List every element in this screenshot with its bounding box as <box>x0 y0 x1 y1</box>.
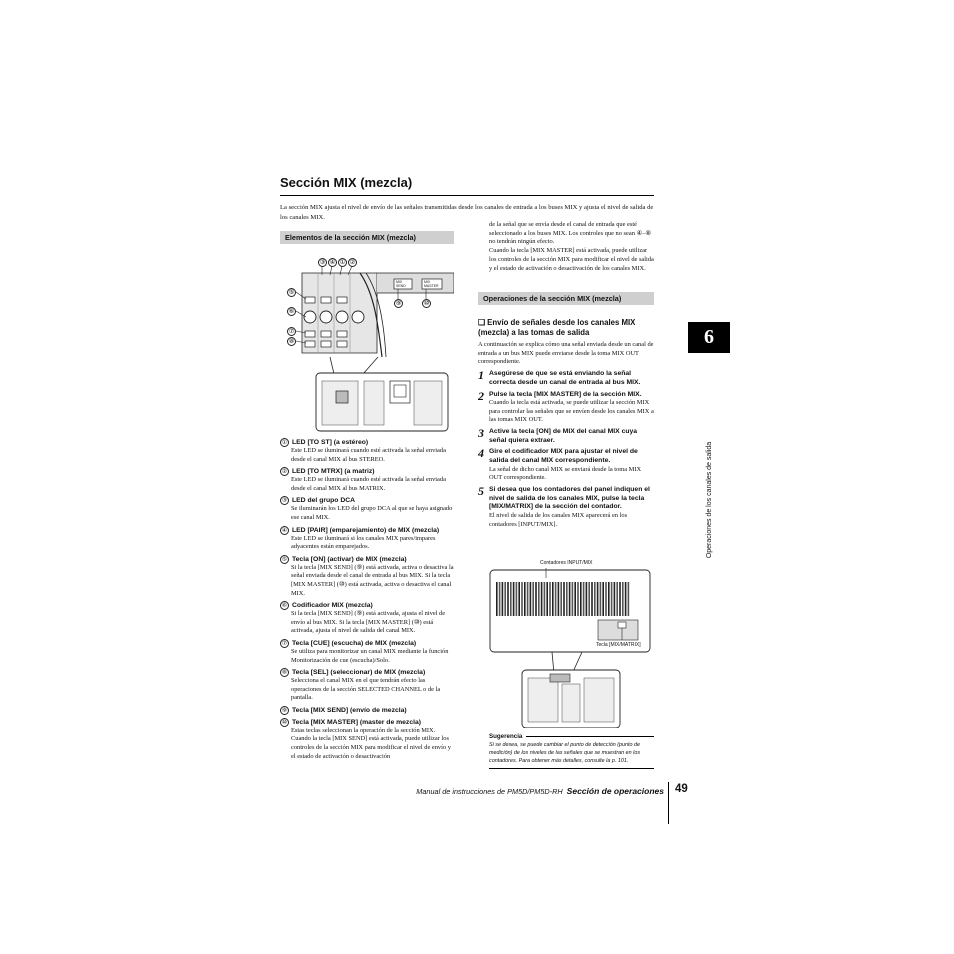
meter-bar <box>591 582 593 616</box>
callout-4: ④ <box>329 259 336 266</box>
continuation-paragraph-2: Cuando la tecla [MIX MASTER] está activada, puede utilizar los controles de la sección MIX para modificar el nivel de salida y el estado de activación o desactivación de los canales MIX. <box>489 247 654 272</box>
element-item-title-text: LED [TO MTRX] (a matriz) <box>292 468 375 476</box>
tip-block <box>489 733 654 769</box>
meter-bar <box>555 582 557 616</box>
element-item-title-text: LED [PAIR] (emparejamiento) de MIX (mezcla) <box>292 526 440 534</box>
element-item-number: ⑥ <box>281 603 288 610</box>
callout-7: ⑦ <box>288 328 295 335</box>
step-heading: Active la tecla [ON] de MIX del canal MIX cuya señal quiera extraer. <box>489 428 638 444</box>
element-item-number: ③ <box>281 498 288 505</box>
element-item-body: Este LED se iluminará cuando esté activada la señal enviada desde el canal MIX al bus STEREO. <box>291 447 446 463</box>
element-item-body: Si la tecla [MIX SEND] (⑨) está activada, activa o desactiva la señal enviada desde el canal de entrada al bus MIX. Si la tecla [MIX MASTER] (⑩) está activada, activa o desactiva el canal MIX. <box>291 563 454 597</box>
meter-bar <box>538 582 540 616</box>
element-item-title <box>280 718 456 727</box>
meters-label: Contadores INPUT/MIX <box>540 560 593 566</box>
element-item-title <box>280 601 456 610</box>
element-item-number: ⑤ <box>281 556 288 563</box>
element-item-body: Se utiliza para monitorizar un canal MIX mediante la función Monitorización de cue (escucha)/Solo. <box>291 647 449 664</box>
chapter-tab: 6 <box>688 322 730 353</box>
meter-bar <box>608 582 610 616</box>
meter-bar <box>628 582 630 616</box>
meter-bar <box>496 582 498 616</box>
subsection-heading: ❑ Envío de señales desde los canales MIX (mezcla) a las tomas de salida <box>478 318 636 337</box>
step-body: La señal de dicho canal MIX se enviará desde la toma MIX OUT correspondiente. <box>489 465 642 482</box>
element-item-body: Selecciona el canal MIX en el que tendrán efecto las operaciones de la sección SELECTED CHANNEL o de la pantalla. <box>291 677 441 702</box>
element-item-title <box>280 639 456 648</box>
element-item-number: ⑨ <box>281 707 288 714</box>
footer-section: Sección de operaciones <box>566 786 664 796</box>
elements-list <box>280 438 456 764</box>
step-item <box>478 448 654 483</box>
mix-matrix-key-label: Tecla [MIX/MATRIX] <box>596 642 641 648</box>
page-number: 49 <box>675 783 688 795</box>
meter-bar <box>516 582 518 616</box>
meter-bar <box>622 582 624 616</box>
section-heading-operations: Operaciones de la sección MIX (mezcla) <box>478 292 654 305</box>
section-heading-elements: Elementos de la sección MIX (mezcla) <box>280 231 454 244</box>
step-heading: Pulse la tecla [MIX MASTER] de la sección MIX. <box>489 390 642 398</box>
right-continuation <box>489 221 655 273</box>
meter-bar <box>583 582 585 616</box>
callout-8: ⑧ <box>288 338 295 345</box>
element-item-number: ② <box>281 469 288 476</box>
meter-bar <box>502 582 504 616</box>
element-item-title-text: Tecla [MIX SEND] (envío de mezcla) <box>292 706 407 714</box>
meter-bar <box>499 582 501 616</box>
callout-2: ② <box>349 259 356 266</box>
meter-bar <box>605 582 607 616</box>
step-number: 5 <box>478 484 484 498</box>
step-heading: Asegúrese de que se está enviando la señal correcta desde un canal de entrada al bus MIX. <box>489 370 641 386</box>
meter-bar <box>549 582 551 616</box>
callout-6: ⑥ <box>288 308 295 315</box>
meter-bar <box>611 582 613 616</box>
meter-bar <box>569 582 571 616</box>
element-item-title <box>280 555 456 564</box>
meter-bar <box>535 582 537 616</box>
meter-bar <box>572 582 574 616</box>
element-item-title <box>280 668 456 677</box>
meter-bar <box>541 582 543 616</box>
element-item-body: Este LED se iluminará cuando esté activada la señal enviada desde el canal MIX al bus MATRIX. <box>291 476 446 492</box>
meter-bar <box>507 582 509 616</box>
mix-send-label: MIX SEND <box>396 280 406 288</box>
meter-bar <box>504 582 506 616</box>
title-divider <box>280 195 654 196</box>
meter-bar <box>625 582 627 616</box>
step-number: 2 <box>478 388 484 403</box>
meter-bar <box>518 582 520 616</box>
footer-divider <box>668 782 669 824</box>
callout-5: ⑤ <box>288 289 295 296</box>
element-item-number: ⑦ <box>281 640 288 647</box>
page-title: Sección MIX (mezcla) <box>280 175 413 190</box>
meter-bar <box>574 582 576 616</box>
meter-bar <box>563 582 565 616</box>
meter-bar <box>532 582 534 616</box>
footer <box>416 786 664 796</box>
operations-block <box>478 318 654 532</box>
mix-master-label: MIX MASTER <box>424 280 439 288</box>
element-item-title-text: Tecla [MIX MASTER] (master de mezcla) <box>292 718 422 726</box>
element-item-title-text: Codificador MIX (mezcla) <box>292 602 373 610</box>
meter-bar <box>586 582 588 616</box>
side-label: Operaciones de los canales de salida <box>706 441 713 559</box>
element-item-title-text: LED del grupo DCA <box>292 497 356 505</box>
meter-bar <box>588 582 590 616</box>
element-item-body: Estas teclas seleccionan la operación de la sección MIX. Cuando la tecla [MIX SEND] está activada, puede utilizar los controles de la sección MIX para modificar el nivel de envío y el estado de activación o desactivación <box>291 726 451 760</box>
step-number: 4 <box>478 446 484 461</box>
steps-list <box>478 370 654 529</box>
meter-bar <box>510 582 512 616</box>
meter-bar <box>577 582 579 616</box>
subsection-intro: A continuación se explica cómo una señal enviada desde un canal de entrada a un bus MIX puede enviarse desde la toma MIX OUT correspondiente. <box>478 341 654 366</box>
element-item-number: ④ <box>281 527 288 534</box>
tip-rule <box>526 736 654 737</box>
intro-paragraph: La sección MIX ajusta el nivel de envío de las señales transmitidas desde los canales de entrada a los buses MIX y ajusta el nivel de salida de los canales MIX. <box>280 204 654 221</box>
meters-figure <box>488 556 656 728</box>
meter-bar <box>594 582 596 616</box>
mix-section-figure <box>282 253 454 433</box>
step-heading: Gire el codificador MIX para ajustar el nivel de salida del canal MIX correspondiente. <box>489 448 638 465</box>
step-item <box>478 486 654 529</box>
meter-bar <box>546 582 548 616</box>
callout-9: ⑨ <box>395 300 402 307</box>
footer-manual: Manual de instrucciones de PM5D/PM5D-RH <box>416 787 563 796</box>
element-item-title <box>280 467 456 476</box>
step-item <box>478 428 654 445</box>
tip-label: Sugerencia <box>489 733 523 740</box>
step-body: Cuando la tecla está activada, se puede utilizar la sección MIX para controlar las señales que se envíen desde los canales MIX a las tomas MIX OUT. <box>489 399 654 424</box>
element-item-title-text: Tecla [ON] (activar) de MIX (mezcla) <box>292 555 407 563</box>
element-item-title <box>280 706 456 715</box>
tip-bottom-rule <box>489 768 654 769</box>
element-item-title <box>280 496 456 505</box>
element-item-title-text: Tecla [SEL] (seleccionar) de MIX (mezcla) <box>292 669 426 677</box>
meter-bar <box>560 582 562 616</box>
meter-bar <box>566 582 568 616</box>
meter-bar <box>602 582 604 616</box>
step-item <box>478 388 654 425</box>
meter-bar <box>527 582 529 616</box>
element-item-body: Se iluminarán los LED del grupo DCA al que se haya asignado ese canal MIX. <box>291 505 453 521</box>
element-item-number: ⑧ <box>281 670 288 677</box>
callout-3: ③ <box>319 259 326 266</box>
meter-bar <box>580 582 582 616</box>
meter-bar <box>619 582 621 616</box>
element-item-number: ① <box>281 440 288 446</box>
callout-1: ① <box>339 259 346 266</box>
meter-bar <box>614 582 616 616</box>
meter-bar <box>552 582 554 616</box>
tip-text: Si se desea, se puede cambiar el punto de detección (punto de medición) de los niveles de las señales que se muestran en los contadores. Para obtener más detalles, consulte la p. 101. <box>489 742 641 764</box>
meter-bar <box>558 582 560 616</box>
step-item <box>478 370 654 387</box>
step-number: 1 <box>478 368 484 383</box>
element-item-body: Si la tecla [MIX SEND] (⑨) está activada, ajusta el nivel de envío al bus MIX. Si la tecla [MIX MASTER] (⑩) está activada, ajusta el nivel de salida del canal MIX. <box>291 610 446 635</box>
meter-bar <box>530 582 532 616</box>
meter-bar <box>513 582 515 616</box>
element-item-number: ⑩ <box>281 719 288 726</box>
element-item-title <box>280 526 456 535</box>
element-item-title <box>280 438 456 447</box>
meter-bar <box>521 582 523 616</box>
step-heading: Si desea que los contadores del panel indiquen el nivel de salida de los canales MIX, pulse la tecla [MIX/MATRIX] de la sección del contador. <box>489 486 650 511</box>
element-item-title-text: Tecla [CUE] (escucha) de MIX (mezcla) <box>292 639 417 647</box>
element-item-body: Este LED se iluminará si los canales MIX pares/impares adyacentes están emparejados. <box>291 534 436 551</box>
element-item-title-text: LED [TO ST] (a estéreo) <box>292 439 369 446</box>
meter-bar <box>544 582 546 616</box>
continuation-paragraph-1: de la señal que se envía desde el canal de entrada que esté seleccionado a los buses MIX. Los controles que no sean ④–⑧ no tendrán ningún efecto. <box>489 221 652 246</box>
step-number: 3 <box>478 426 484 440</box>
meter-bar <box>524 582 526 616</box>
meter-bar <box>600 582 602 616</box>
callout-10: ⑩ <box>423 300 430 307</box>
meter-bar <box>597 582 599 616</box>
step-body: El nivel de salida de los canales MIX aparecerá en los contadores [INPUT/MIX]. <box>489 512 628 528</box>
meter-bar <box>616 582 618 616</box>
